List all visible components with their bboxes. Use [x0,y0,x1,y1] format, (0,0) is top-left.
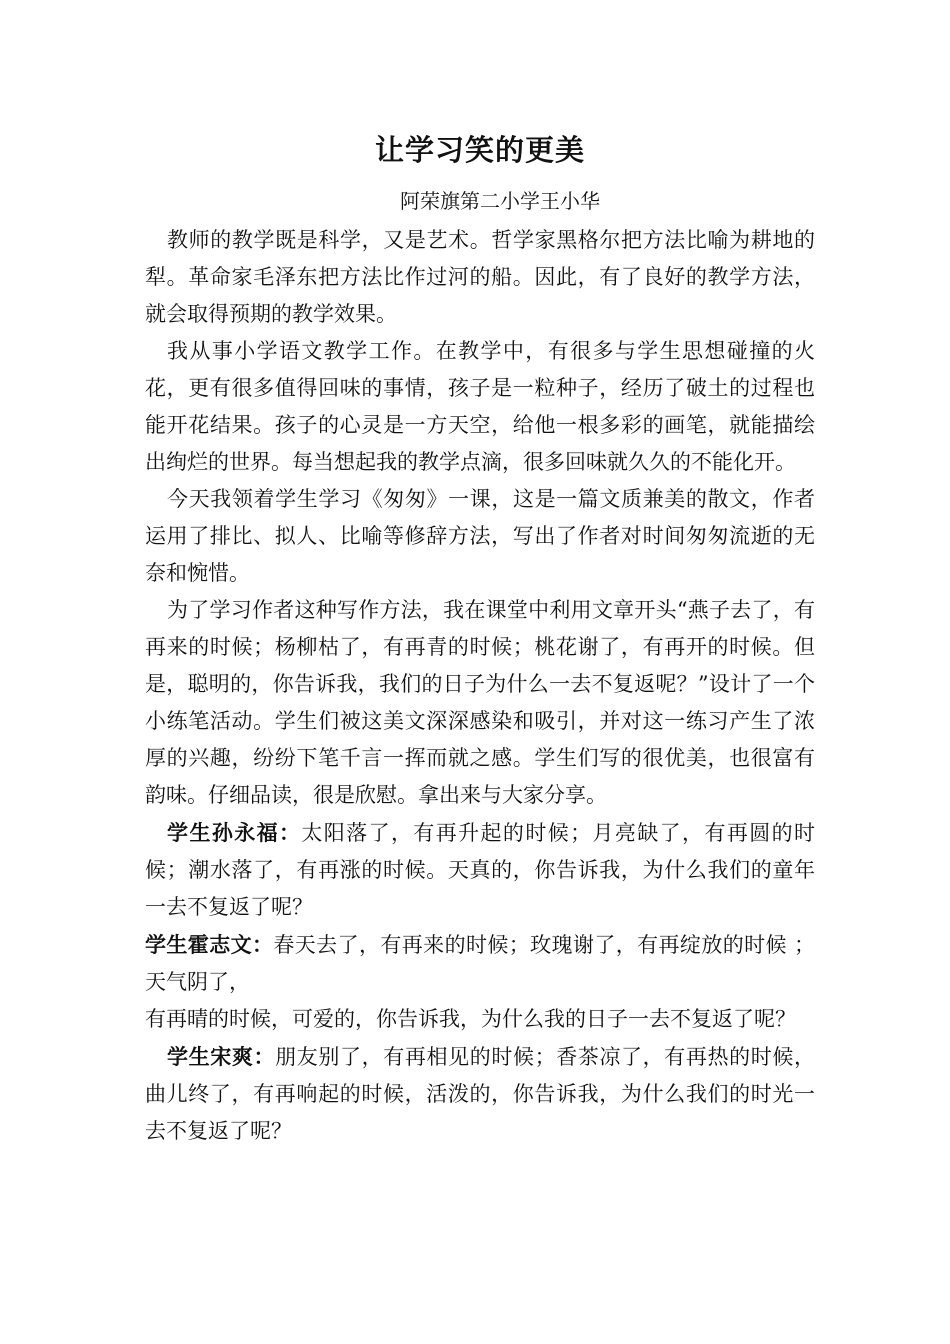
document-page [145,128,815,1150]
student-1-paragraph [145,814,815,926]
student-3-paragraph [145,1038,815,1150]
student-2-paragraph [145,926,815,1001]
student-2-name: 学生霍志文： [145,932,274,957]
student-1-name: 学生孙永福： [167,820,302,845]
document-title: 让学习笑的更美 [374,133,585,167]
paragraph-4: 为了学习作者这种写作方法，我在课堂中利用文章开头“燕子去了，有再来的时候；杨柳枯了，有再青的时候；桃花谢了，有再开的时候。但是，聪明的，你告诉我，我们的日子为什么一去不复返呢？”设计了一个小练笔活动。学生们被这美文深深感染和吸引，并对这一练习产生了浓厚的兴趣，纷纷下笔千言一挥而就之感。学生们写的很优美，也很富有韵味。仔细品读，很是欣慰。拿出来与大家分享。 [145,598,815,807]
student-2-text: 春天去了，有再来的时候；玫瑰谢了，有再绽放的时候 ；天气阴了， [145,933,815,994]
student-1-text: 太阳落了，有再升起的时候；月亮缺了，有再圆的时候；潮水落了，有再涨的时候。天真的，你告诉我，为什么我们的童年一去不复返了呢？ [145,821,816,919]
author-line: 阿荣旗第二小学王小华 [400,189,600,213]
paragraph-1: 教师的教学既是科学，又是艺术。哲学家黑格尔把方法比喻为耕地的犁。革命家毛泽东把方法比作过河的船。因此，有了良好的教学方法，就会取得预期的教学效果。 [145,228,815,326]
paragraph-3: 今天我领着学生学习《匆匆》一课，这是一篇文质兼美的散文，作者运用了排比、拟人、比喻等修辞方法，写出了作者对时间匆匆流逝的无奈和惋惜。 [145,487,815,585]
student-3-text: 朋友别了，有再相见的时候；香茶凉了，有再热的时候，曲儿终了，有再响起的时候，活泼的，你告诉我，为什么我们的时光一去不复返了呢？ [145,1045,816,1143]
paragraph-2: 我从事小学语文教学工作。在教学中，有很多与学生思想碰撞的火花，更有很多值得回味的事情，孩子是一粒种子，经历了破土的过程也能开花结果。孩子的心灵是一方天空，给他一根多彩的画笔，就能描绘出绚烂的世界。每当想起我的教学点滴，很多回味就久久的不能化开。 [145,339,815,474]
student-3-name: 学生宋爽： [167,1044,276,1069]
student-2-continuation: 有再晴的时候，可爱的，你告诉我，为什么我的日子一去不复返了呢？ [145,1007,796,1031]
